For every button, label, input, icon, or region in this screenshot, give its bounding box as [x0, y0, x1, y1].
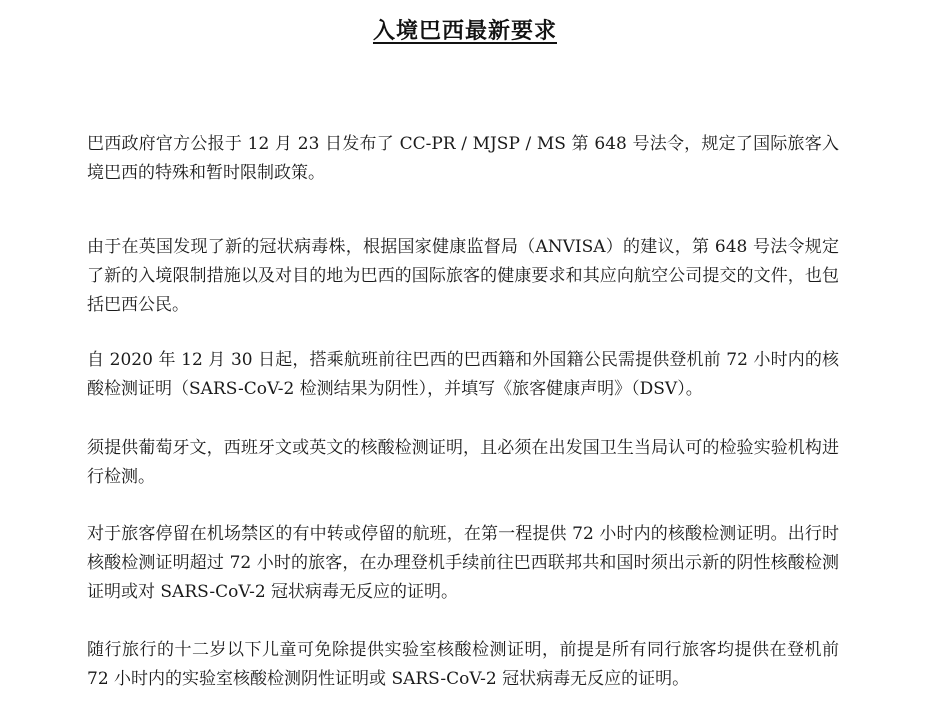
paragraph-1: 巴西政府官方公报于 12 月 23 日发布了 CC-PR / MJSP / MS 第 648 号法令，规定了国际旅客入境巴西的特殊和暂时限制政策。 — [87, 134, 839, 183]
paragraph-5: 对于旅客停留在机场禁区的有中转或停留的航班，在第一程提供 72 小时内的核酸检测证明。出行时核酸检测证明超过 72 小时的旅客，在办理登机手续前往巴西联邦共和国时须出示新的阴性核酸检测证明或对 SARS-CoV-2 冠状病毒无反应的证明。 — [87, 524, 839, 602]
paragraph-2: 由于在英国发现了新的冠状病毒株，根据国家健康监督局（ANVISA）的建议，第 648 号法令规定了新的入境限制措施以及对目的地为巴西的国际旅客的健康要求和其应向航空公司提交的文件，也包括巴西公民。 — [87, 237, 839, 315]
paragraph-3: 自 2020 年 12 月 30 日起，搭乘航班前往巴西的巴西籍和外国籍公民需提供登机前 72 小时内的核酸检测证明（SARS-CoV-2 检测结果为阴性），并填写《旅客健康声明》（DSV）。 — [87, 350, 839, 399]
document-title: 入境巴西最新要求 — [372, 18, 557, 44]
paragraph-6: 随行旅行的十二岁以下儿童可免除提供实验室核酸检测证明，前提是所有同行旅客均提供在登机前 72 小时内的实验室核酸检测阴性证明或 SARS-CoV-2 冠状病毒无反应的证明。 — [87, 640, 839, 689]
paragraph-4: 须提供葡萄牙文，西班牙文或英文的核酸检测证明，且必须在出发国卫生当局认可的检验实验机构进行检测。 — [87, 438, 839, 487]
